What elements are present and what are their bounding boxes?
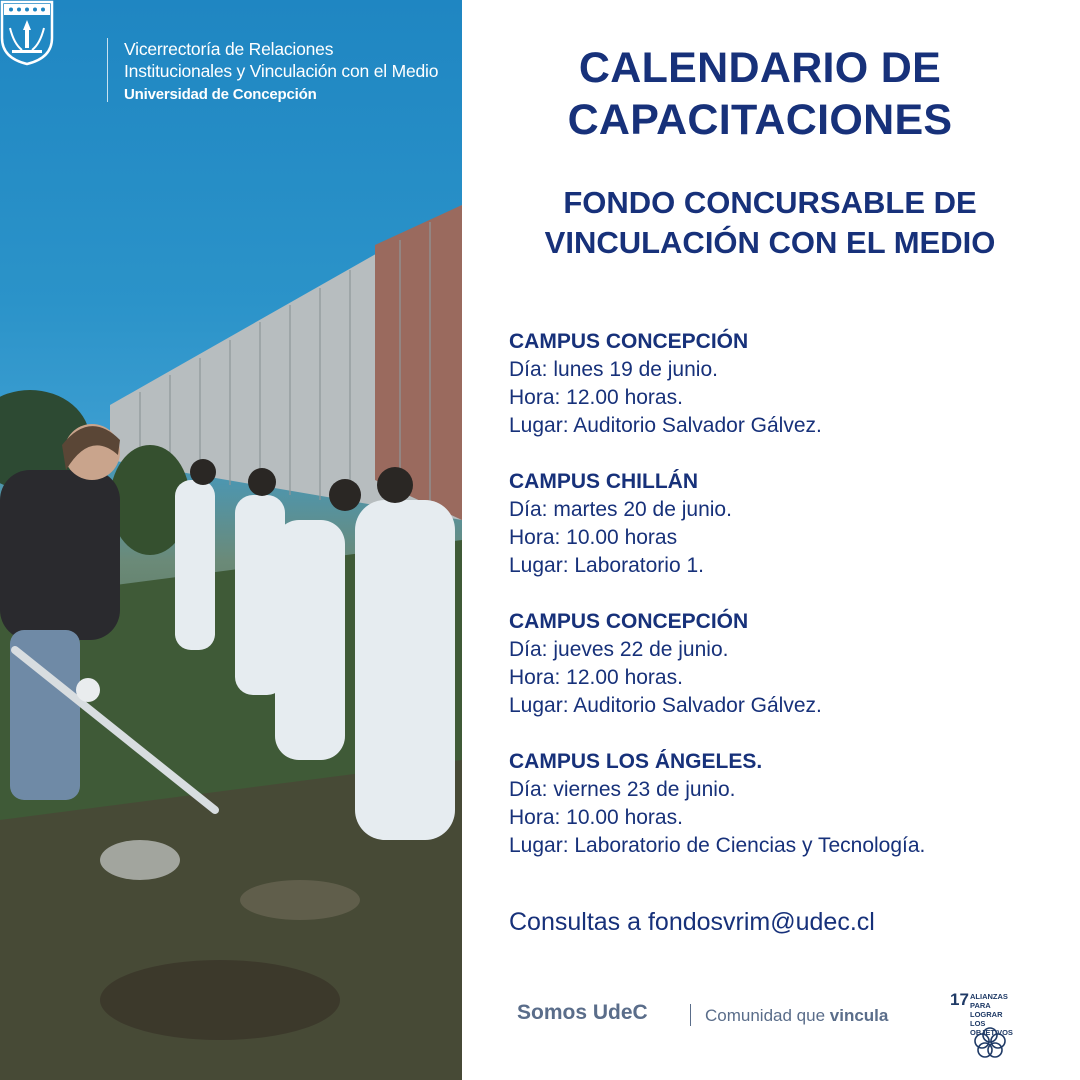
header-line-2: Institucionales y Vinculación con el Medio: [124, 61, 439, 81]
brand-name: Somos UdeC: [517, 1001, 648, 1024]
sdg-label-line: LOS OBJETIVOS: [970, 1019, 1013, 1037]
header-divider: [107, 38, 108, 102]
session-campus: CAMPUS CONCEPCIÓN: [509, 330, 749, 353]
sdg-label-line: LOGRAR: [970, 1010, 1003, 1019]
cover-photo: [0, 0, 462, 1080]
session-time: Hora: 12.00 horas.: [509, 386, 683, 409]
sdg-label-line: ALIANZAS PARA: [970, 992, 1008, 1010]
session-place: Lugar: Laboratorio 1.: [509, 554, 704, 577]
session-place: Lugar: Auditorio Salvador Gálvez.: [509, 414, 822, 437]
session-campus: CAMPUS LOS ÁNGELES.: [509, 750, 763, 773]
session-time: Hora: 12.00 horas.: [509, 666, 683, 689]
footer-divider: [690, 1004, 691, 1026]
sdg-number: 17: [950, 990, 969, 1009]
session-item: [509, 468, 1069, 608]
page-title: [500, 42, 1020, 146]
session-day: Día: jueves 22 de junio.: [509, 638, 729, 661]
subtitle-line-2: VINCULACIÓN CON EL MEDIO: [544, 225, 996, 260]
page-subtitle: [490, 183, 1050, 263]
sdg-17-partnerships-icon: [972, 1025, 1008, 1061]
session-campus: CAMPUS CONCEPCIÓN: [509, 610, 749, 633]
title-line-1: CALENDARIO DE: [578, 44, 942, 92]
session-item: [509, 328, 1069, 468]
session-day: Día: viernes 23 de junio.: [509, 778, 736, 801]
header-line-1: Vicerrectoría de Relaciones: [124, 39, 334, 59]
session-day: Día: martes 20 de junio.: [509, 498, 732, 521]
header-university-name: Universidad de Concepción: [124, 86, 317, 103]
title-line-2: CAPACITACIONES: [567, 96, 953, 144]
photo-illustration: [0, 0, 462, 1080]
session-place: Lugar: Laboratorio de Ciencias y Tecnología.: [509, 834, 926, 857]
tagline-prefix: Comunidad que: [705, 1006, 826, 1025]
session-item: [509, 748, 1069, 888]
subtitle-line-1: FONDO CONCURSABLE DE: [563, 185, 977, 220]
session-time: Hora: 10.00 horas.: [509, 806, 683, 829]
session-time: Hora: 10.00 horas: [509, 526, 678, 549]
session-place: Lugar: Auditorio Salvador Gálvez.: [509, 694, 822, 717]
university-crest-icon: [0, 0, 54, 66]
contact-email[interactable]: Consultas a fondosvrim@udec.cl: [509, 908, 875, 936]
session-item: [509, 608, 1069, 748]
tagline-bold: vincula: [829, 1006, 889, 1025]
schedule-list: [509, 328, 1069, 888]
brand-tagline: [705, 1006, 888, 1026]
session-campus: CAMPUS CHILLÁN: [509, 470, 698, 493]
session-day: Día: lunes 19 de junio.: [509, 358, 718, 381]
